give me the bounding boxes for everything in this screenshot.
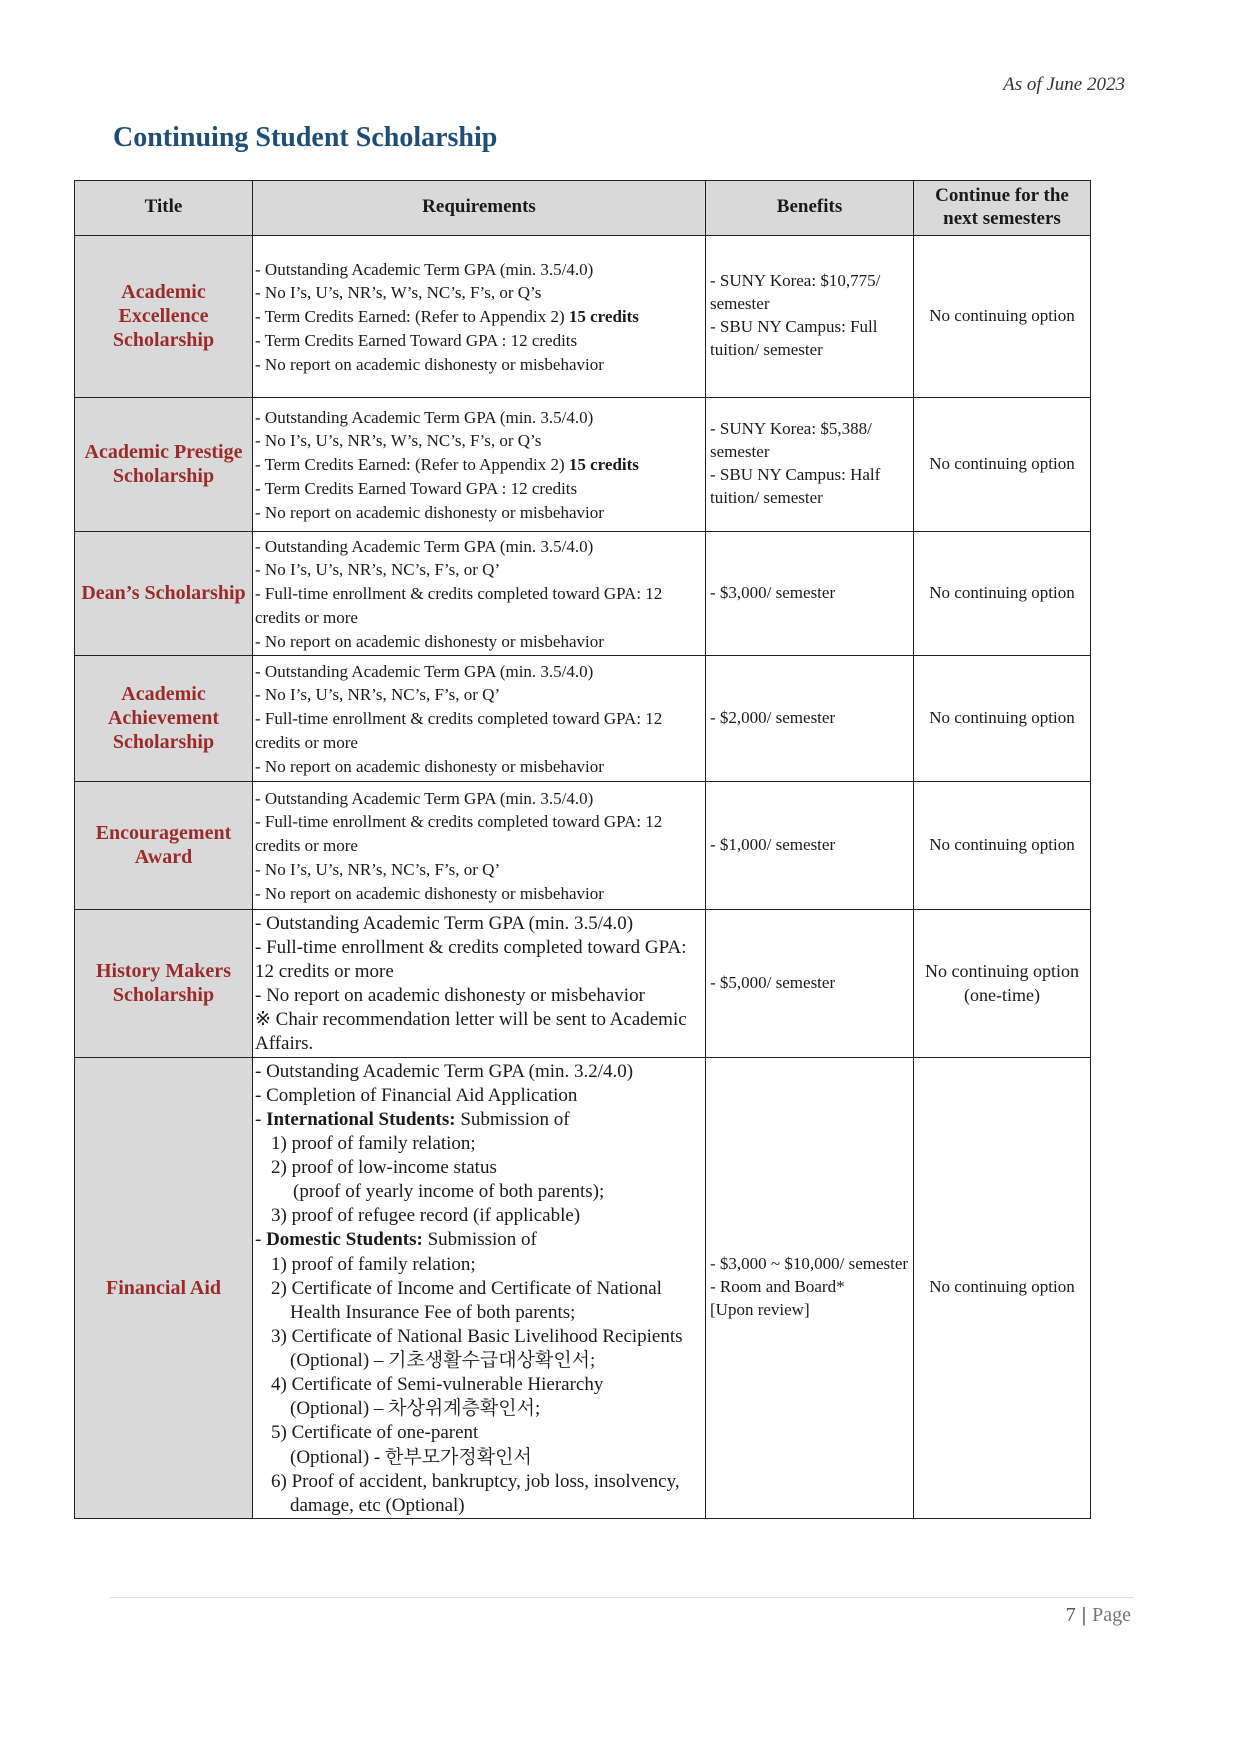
table-row [75, 531, 1091, 655]
requirements-cell: - Outstanding Academic Term GPA (min. 3.5/4.0) - No I’s, U’s, NR’s, NC’s, F’s, or Q’ - Full-time enrollment & credits completed toward GPA: 12 credits or more - No report on academic dishonesty or misbehavior [253, 531, 706, 655]
scholarship-title: Financial Aid [75, 1057, 253, 1518]
scholarship-title: Dean’s Scholarship [75, 531, 253, 655]
scholarship-title: Academic Prestige Scholarship [75, 397, 253, 531]
table-row [75, 655, 1091, 781]
requirements-cell: - Outstanding Academic Term GPA (min. 3.5/4.0) - Full-time enrollment & credits completed toward GPA: 12 credits or more - No report on academic dishonesty or misbehavior ※ Chair recommendation letter will be sent to Academic Affairs. [253, 909, 706, 1057]
continue-cell: No continuing option [914, 655, 1091, 781]
header-requirements: Requirements [253, 181, 706, 236]
scholarship-title: Encouragement Award [75, 781, 253, 909]
requirements-cell: - Outstanding Academic Term GPA (min. 3.5/4.0) - Full-time enrollment & credits completed toward GPA: 12 credits or more - No I’s, U’s, NR’s, NC’s, F’s, or Q’ - No report on academic dishonesty or misbehavior [253, 781, 706, 909]
requirements-cell: - Outstanding Academic Term GPA (min. 3.5/4.0) - No I’s, U’s, NR’s, NC’s, F’s, or Q’ - Full-time enrollment & credits completed toward GPA: 12 credits or more - No report on academic dishonesty or misbehavior [253, 655, 706, 781]
requirements-cell: - Outstanding Academic Term GPA (min. 3.2/4.0) - Completion of Financial Aid Application - International Students: Submission of 1) proof of family relation; 2) proof of low-income status (proof of yearly income of both parents); 3) proof of refugee record (if applicable) - Domestic Students: Submission of 1) proof of family relation; 2) Certificate of Income and Certificate of National Health Insurance Fee of both parents; 3) Certificate of National Basic Livelihood Recipients (Optional) – 기초생활수급대상확인서; 4) Certificate of Semi-vulnerable Hierarchy (Optional) – 차상위계층확인서; 5) Certificate of one-parent (Optional) - 한부모가정확인서 6) Proof of accident, bankruptcy, job loss, insolvency, damage, etc (Optional) [253, 1057, 706, 1518]
continue-cell: No continuing option [914, 1057, 1091, 1518]
requirements-cell: - Outstanding Academic Term GPA (min. 3.5/4.0) - No I’s, U’s, NR’s, W’s, NC’s, F’s, or Q’s - Term Credits Earned: (Refer to Appendix 2) 15 credits - Term Credits Earned Toward GPA : 12 credits - No report on academic dishonesty or misbehavior [253, 235, 706, 397]
table-row [75, 1057, 1091, 1518]
scholarship-title: Academic Achievement Scholarship [75, 655, 253, 781]
scholarship-title: Academic Excellence Scholarship [75, 235, 253, 397]
benefits-cell: - $3,000 ~ $10,000/ semester - Room and Board* [Upon review] [706, 1057, 914, 1518]
benefits-cell: - SUNY Korea: $5,388/ semester - SBU NY Campus: Half tuition/ semester [706, 397, 914, 531]
continue-cell: No continuing option [914, 781, 1091, 909]
header-title: Title [75, 181, 253, 236]
benefits-cell: - $2,000/ semester [706, 655, 914, 781]
table-row [75, 397, 1091, 531]
benefits-cell: - $3,000/ semester [706, 531, 914, 655]
footer-divider [110, 1597, 1134, 1598]
continue-cell: No continuing option [914, 397, 1091, 531]
table-row [75, 909, 1091, 1057]
benefits-cell: - SUNY Korea: $10,775/ semester - SBU NY Campus: Full tuition/ semester [706, 235, 914, 397]
continue-cell: No continuing option [914, 235, 1091, 397]
header-continue: Continue for the next semesters [914, 181, 1091, 236]
requirements-cell: - Outstanding Academic Term GPA (min. 3.5/4.0) - No I’s, U’s, NR’s, W’s, NC’s, F’s, or Q’s - Term Credits Earned: (Refer to Appendix 2) 15 credits - Term Credits Earned Toward GPA : 12 credits - No report on academic dishonesty or misbehavior [253, 397, 706, 531]
benefits-cell: - $5,000/ semester [706, 909, 914, 1057]
table-row [75, 235, 1091, 397]
table-header-row [75, 181, 1091, 236]
scholarship-table [74, 180, 1091, 1519]
header-benefits: Benefits [706, 181, 914, 236]
table-row [75, 781, 1091, 909]
continue-cell: No continuing option [914, 531, 1091, 655]
continue-cell: No continuing option (one-time) [914, 909, 1091, 1057]
benefits-cell: - $1,000/ semester [706, 781, 914, 909]
scholarship-title: History Makers Scholarship [75, 909, 253, 1057]
page-number: 7 | Page [1065, 1604, 1131, 1626]
as-of-date: As of June 2023 [1003, 74, 1125, 95]
page-title: Continuing Student Scholarship [113, 122, 498, 153]
